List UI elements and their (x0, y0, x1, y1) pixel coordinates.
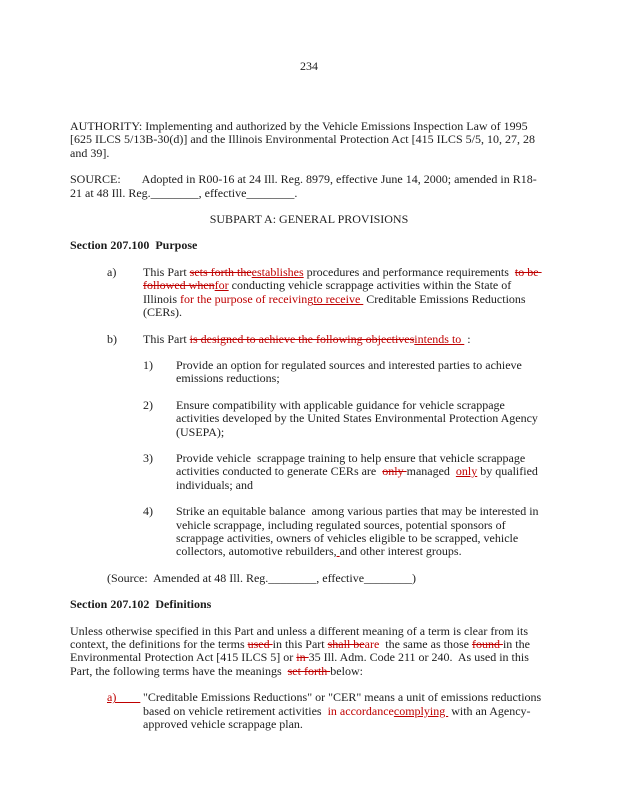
text-run: in this Part (272, 637, 328, 651)
text-run: below: (330, 663, 363, 678)
item-b-purpose (107, 333, 548, 346)
text-run: Creditable Emissions Reductions (CERs). (143, 291, 529, 320)
item-label: 2) (143, 397, 153, 412)
item-b4 (143, 505, 548, 559)
item-text (143, 691, 548, 731)
text-run: AUTHORITY: Implementing and authorized by the Vehicle Emissions Inspection Law of 1995 [625 ILCS 5/13B-30(d)] and the Illinois Environmental Protection Act [415 ILCS 5/5, 10, 27, 28 and 39]. (70, 119, 538, 160)
definitions-intro-paragraph (70, 625, 548, 679)
tracked-change-del: shall be (327, 637, 365, 651)
tracked-change-del: is designed to achieve the following objectives (189, 331, 415, 346)
text-run: SOURCE: Adopted in R00-16 at 24 Ill. Reg. 8979, effective June 14, 2000; amended in R18-21 at 48 Ill. Reg.________, effective________. (70, 172, 537, 200)
item-a-definition-cer (107, 691, 548, 731)
tracked-change-ins: for (214, 278, 229, 293)
tracked-change-ins: to receive (313, 291, 364, 306)
item-label: 4) (143, 504, 153, 519)
text-run: : (464, 331, 471, 346)
item-label: 3) (143, 450, 153, 465)
item-text (176, 359, 548, 386)
item-text (176, 399, 548, 439)
document-body (70, 120, 548, 731)
tracked-change-ins: establishes (251, 264, 304, 279)
tracked-change-ins: only (455, 464, 478, 479)
text-run: with an Agency-approved vehicle scrappage plan. (143, 703, 531, 732)
item-text (143, 333, 548, 346)
item-text (176, 505, 548, 559)
item-text (176, 452, 548, 492)
subpart-heading: SUBPART A: GENERAL PROVISIONS (209, 212, 409, 227)
text-run: the same as those (379, 637, 472, 651)
text-run: Strike an equitable balance among various parties that may be interested in vehicle scrappage, including regulated sources, potential sponsors of scrappage activities, owners of vehicles eligible to be scrapped, vehicle collectors, automotive rebuilders, (176, 504, 542, 559)
source-note (107, 572, 548, 585)
tracked-change-del: sets forth the (189, 264, 252, 279)
tracked-change-ins: complying (393, 703, 449, 718)
tracked-change-red: in accordance (327, 703, 394, 718)
authority-paragraph (70, 120, 548, 160)
tracked-change-del: in (296, 650, 309, 665)
item-b2 (143, 399, 548, 439)
tracked-change-ins: intends to (414, 331, 465, 346)
page-number: 234 (300, 58, 318, 73)
tracked-change-del: only (382, 464, 407, 479)
item-b1 (143, 359, 548, 386)
text-run: (Source: Amended at 48 Ill. Reg.________, effective________) (107, 570, 417, 585)
section-heading-207-102: Section 207.102 Definitions (70, 597, 212, 612)
text-run: and other interest groups. (339, 544, 462, 559)
item-b3 (143, 452, 548, 492)
item-label: 1) (143, 357, 153, 372)
text-run: procedures and performance requirements (303, 264, 515, 279)
tracked-change-red: for the purpose of receiving (180, 291, 314, 306)
text-run: Provide an option for regulated sources and interested parties to achieve emissions reductions; (176, 357, 525, 386)
text-run: 35 Ill. Adm. Code 211 or 240. As used in this Part, the following terms have the meanings (70, 650, 532, 678)
tracked-change-del: found (471, 637, 503, 651)
text-run: managed (406, 464, 456, 479)
text-run: conducting vehicle scrappage activities within the State of Illinois (143, 278, 515, 306)
source-paragraph (70, 173, 548, 200)
text-run: Unless otherwise specified in this Part and unless a different meaning of a term is clear from its context, the definitions for the terms (70, 623, 531, 651)
text-run: by qualified individuals; and (176, 464, 541, 492)
item-label: b) (107, 331, 117, 346)
tracked-change-del: used (247, 637, 273, 651)
text-run: "Creditable Emissions Reductions" or "CER" means a unit of emissions reductions based on vehicle retirement activities (143, 690, 545, 718)
section-heading-207-100: Section 207.100 Purpose (70, 238, 198, 253)
tracked-change-del: to be followed when (143, 264, 542, 293)
text-run: Provide vehicle scrappage training to help ensure that vehicle scrappage activities conducted to generate CERs are (176, 450, 529, 479)
item-label: a) (107, 690, 141, 705)
item-text (143, 266, 548, 320)
item-a-purpose (107, 266, 548, 320)
tracked-change-del: set forth (287, 663, 331, 678)
text-run: This Part (143, 331, 190, 346)
item-label: a) (107, 264, 117, 279)
text-run: in the Environmental Protection Act [415 ILCS 5] or (70, 637, 533, 665)
tracked-change-red: are (364, 637, 380, 651)
text-run: Ensure compatibility with applicable guidance for vehicle scrappage activities developed by the United States Environmental Protection Agency (USEPA); (176, 397, 541, 439)
text-run: This Part (143, 264, 190, 279)
